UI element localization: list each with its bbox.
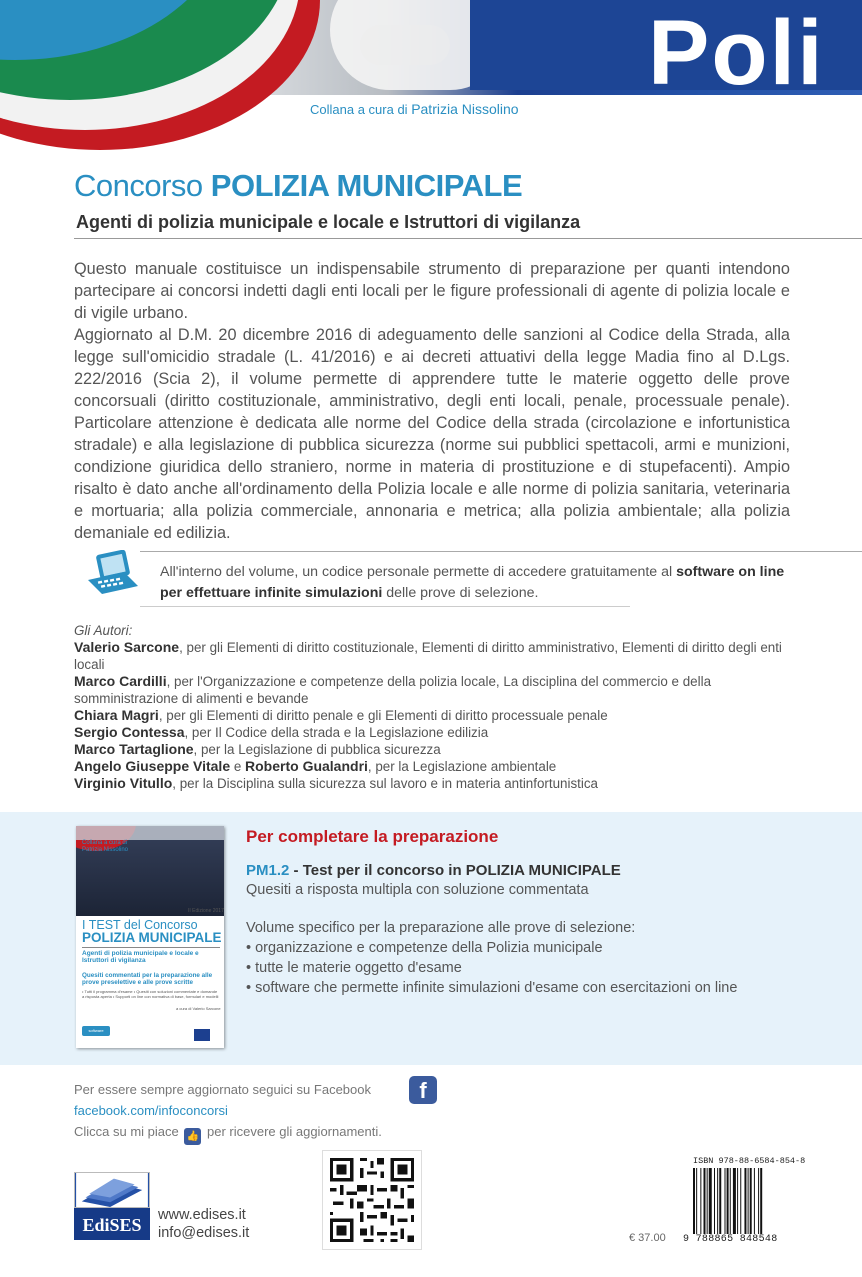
- author-row: Valerio Sarcone, per gli Elementi di diritto costituzionale, Elementi di diritto amministrativo, Elementi di diritto degli enti locali: [74, 639, 782, 672]
- authors-list: [74, 622, 794, 792]
- barcode-bar: [737, 1168, 738, 1234]
- barcode-bar: [725, 1168, 726, 1234]
- barcode-bar: [740, 1168, 741, 1234]
- barcode-bar: [707, 1168, 708, 1234]
- list-item: • organizzazione e competenze della Polizia municipale: [246, 940, 603, 956]
- barcode-bar: [719, 1168, 721, 1234]
- book-series: Collana a cura di Patrizia Nissolino: [82, 840, 129, 853]
- isbn-text: ISBN 978-88-6584-854-8: [693, 1156, 806, 1166]
- barcode-bar: [733, 1168, 736, 1234]
- facebook-icon[interactable]: f: [409, 1076, 437, 1104]
- barcode-bar: [717, 1168, 718, 1234]
- barcode-bar: [727, 1168, 729, 1234]
- book-stack-icon: [74, 1172, 150, 1208]
- divider: [140, 606, 630, 607]
- series-editor: Collana a cura di Patrizia Nissolino: [310, 101, 519, 117]
- website-link[interactable]: www.edises.it: [158, 1207, 246, 1223]
- email-link[interactable]: info@edises.it: [158, 1225, 250, 1241]
- book-publisher-logo: [194, 1029, 210, 1041]
- author-row: Sergio Contessa, per Il Codice della strada e la Legislazione edilizia: [74, 724, 489, 740]
- edises-wordmark: EdiSES: [74, 1208, 150, 1240]
- barcode-bars: [693, 1168, 793, 1234]
- barcode-bar: [754, 1168, 755, 1234]
- barcode-bar: [693, 1168, 695, 1234]
- author-row: Marco Tartaglione, per la Legislazione di pubblica sicurezza: [74, 741, 441, 757]
- list-item: • software che permette infinite simulazioni d'esame con esercitazioni on line: [246, 980, 738, 996]
- page-subtitle: Agenti di polizia municipale e locale e Istruttori di vigilanza: [76, 212, 581, 232]
- laptop-icon: [84, 550, 142, 596]
- description: [74, 258, 790, 544]
- book-software-badge: software: [82, 1026, 110, 1036]
- barcode-bar: [760, 1168, 762, 1234]
- related-book-features: Volume specifico per la preparazione alle prove di selezione: • organizzazione e competenze della Polizia municipale • tutte le materie oggetto d'esame • software che permette infinite simulazioni d'esame con esercitazioni on line: [246, 918, 846, 998]
- page-title: Concorso POLIZIA MUNICIPALE: [74, 168, 523, 203]
- description-paragraph: Aggiornato al D.M. 20 dicembre 2016 di adeguamento delle sanzioni al Codice della Strada, alla legge sull'omicidio stradale (L. 41/2016) e ai decreti attuativi della legge Madia fino al D.Lgs. 222/2016 (Scia 2), il volume permette di apprendere tutte le materie oggetto delle prove concorsuali (diritto costituzionale, amministrativo, degli enti locali, penale, processuale penale). Particolare attenzione è dedicata alle norme del Codice della strada (circolazione e infortunistica stradale) e alla legislazione di pubblica sicurezza (norme sui pubblici spettacoli, armi e munizioni, condizione giuridica dello straniero, norme in materia di prostituzione e di stupefacenti). Ampio risalto è dato anche all'ordinamento della Polizia locale e alle norme di polizia sanitaria, veterinaria e mortuaria; alla polizia commerciale, annonaria e metrica; alla polizia ambientale; alla polizia demaniale ed edilizia.: [74, 326, 790, 542]
- book-tagline: Quesiti commentati per la preparazione alle prove preselettive e alle prove scritte: [82, 972, 213, 986]
- recommend-heading: Per completare la preparazione: [246, 827, 499, 846]
- barcode-bar: [714, 1168, 715, 1234]
- related-book-title: PM1.2 - Test per il concorso in POLIZIA MUNICIPALE: [246, 862, 621, 879]
- barcode-bar: [704, 1168, 706, 1234]
- book-subtitle: Agenti di polizia municipale e locale e Istruttori di vigilanza: [82, 950, 199, 964]
- barcode-bar: [748, 1168, 749, 1234]
- facebook-link[interactable]: facebook.com/infoconcorsi: [74, 1103, 228, 1118]
- authors-header: Gli Autori:: [74, 623, 133, 638]
- book-title-line2: POLIZIA MUNICIPALE: [82, 930, 222, 945]
- police-car-lettering: Poli: [648, 2, 825, 95]
- author-row: Marco Cardilli, per l'Organizzazione e competenze della polizia locale, La disciplina del commercio e della somministrazione di alimenti e bevande: [74, 673, 712, 706]
- book-features: • Tutti il programma d'esame • Quesiti con soluzioni commentate e domande a risposta aperta • Supporti on line con normativa di base, formulari e modelli: [82, 989, 219, 999]
- facebook-follow-text: Per essere sempre aggiornato seguici su Facebook: [74, 1082, 371, 1097]
- book-edition: II Edizione 2017: [188, 908, 224, 914]
- description-paragraph: Questo manuale costituisce un indispensabile strumento di preparazione per quanti intendono partecipare ai concorsi indetti dagli enti locali per le figure professionali di agente di polizia locale e di vigile urbano.: [74, 260, 790, 322]
- edises-logo: [74, 1172, 150, 1240]
- barcode-bar: [730, 1168, 731, 1234]
- thumbs-up-icon[interactable]: 👍: [184, 1128, 201, 1145]
- related-book-subtitle: Quesiti a risposta multipla con soluzione commentata: [246, 882, 589, 898]
- like-instruction: Clicca su mi piace 👍 per ricevere gli aggiornamenti.: [74, 1124, 382, 1145]
- barcode-bar: [744, 1168, 746, 1234]
- author-row: Angelo Giuseppe Vitale e Roberto Gualandri, per la Legislazione ambientale: [74, 758, 557, 774]
- publisher-contacts: [158, 1206, 249, 1242]
- divider: [74, 238, 862, 239]
- barcode-bar: [709, 1168, 712, 1234]
- price: € 37.00: [629, 1232, 666, 1244]
- list-item: • tutte le materie oggetto d'esame: [246, 960, 462, 976]
- book-curator: a cura di Valerio Sarcone: [176, 1006, 221, 1011]
- related-book-cover[interactable]: [76, 826, 224, 1048]
- barcode-bar: [750, 1168, 752, 1234]
- barcode-bar: [696, 1168, 697, 1234]
- qr-code: [322, 1150, 422, 1250]
- book-title-line1: I TEST del Concorso: [82, 918, 198, 932]
- barcode-number: 9 788865 848548: [683, 1234, 778, 1245]
- isbn-barcode: [683, 1152, 806, 1248]
- software-notice: All'interno del volume, un codice personale permette di accedere gratuitamente al software on line per effettuare infinite simulazioni delle prove di selezione.: [160, 564, 785, 601]
- author-row: Virginio Vitullo, per la Disciplina sulla sicurezza sul lavoro e in materia antinfortunistica: [74, 775, 598, 791]
- author-row: Chiara Magri, per gli Elementi di diritto penale e gli Elementi di diritto processuale penale: [74, 707, 608, 723]
- barcode-bar: [758, 1168, 759, 1234]
- divider: [140, 551, 862, 552]
- barcode-bar: [700, 1168, 701, 1234]
